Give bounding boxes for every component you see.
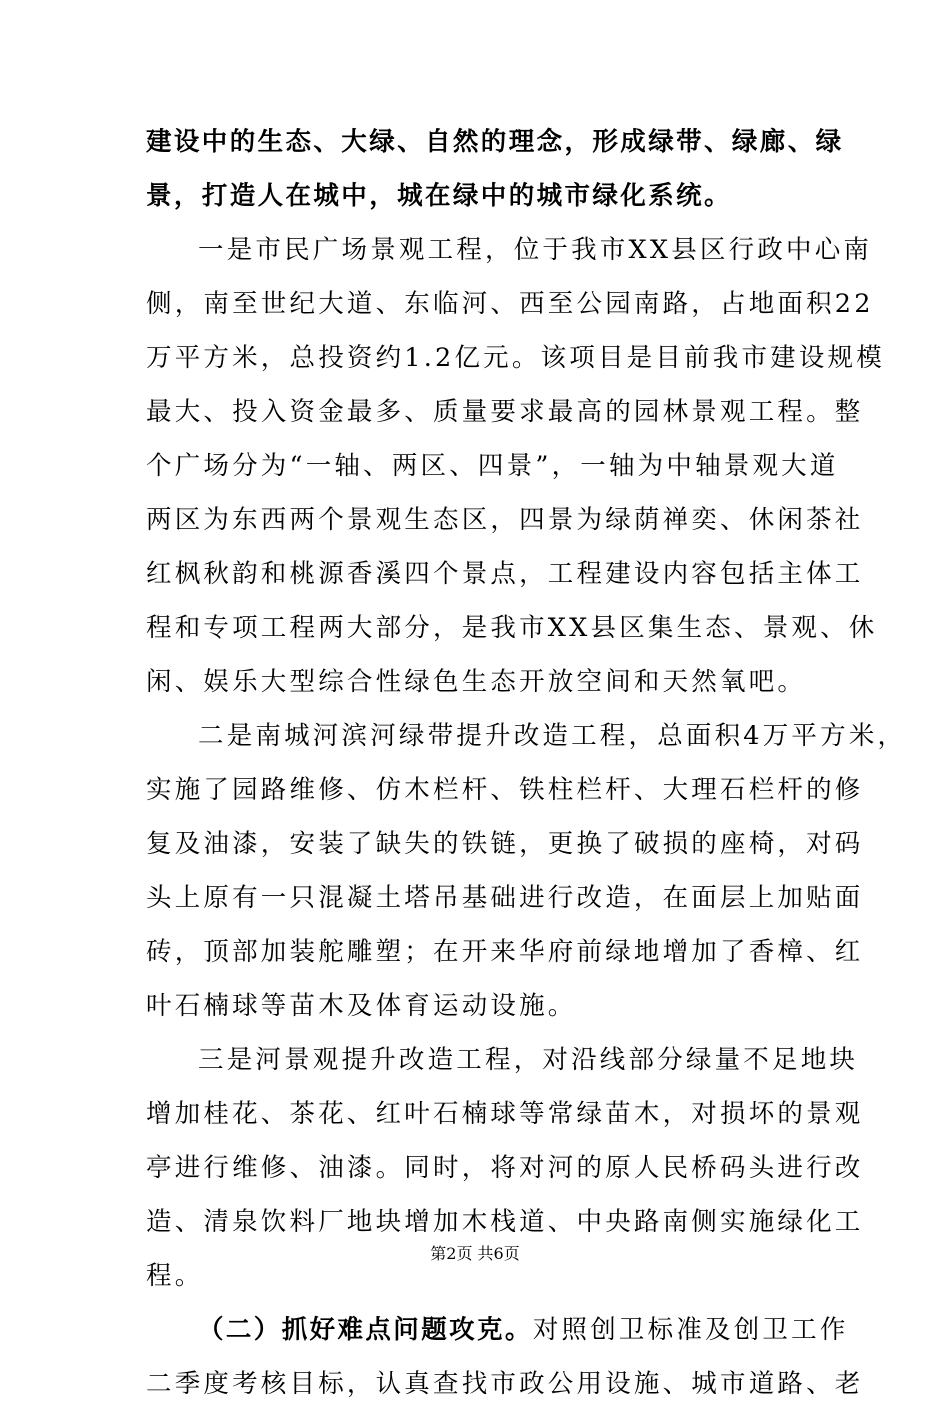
text-line: 闲、娱乐大型综合性绿色生态开放空间和天然氧吧。	[146, 667, 807, 697]
section-heading: （二）抓好难点问题攻克。	[198, 1315, 533, 1345]
text-line: 建设中的生态、大绿、自然的理念，形成绿带、绿廊、绿	[146, 127, 844, 157]
text-line: 头上原有一只混凝土塔吊基础进行改造，在面层上加贴面	[146, 883, 864, 913]
text-line: 砖，顶部加装舵雕塑；在开来华府前绿地增加了香樟、红	[146, 937, 864, 967]
text-line: 景，打造人在城中，城在绿中的城市绿化系统。	[146, 181, 732, 211]
text-line: 两区为东西两个景观生态区，四景为绿荫禅奕、休闲茶社	[146, 505, 864, 535]
paragraph-first-line: 二是南城河滨河绿带提升改造工程，总面积4万平方米，	[198, 721, 907, 751]
text-line: 二季度考核目标，认真查找市政公用设施、城市道路、老	[146, 1369, 864, 1399]
text-line: 红枫秋韵和桃源香溪四个景点，工程建设内容包括主体工	[146, 559, 864, 589]
text-line: 增加桂花、茶花、红叶石楠球等常绿苗木，对损坏的景观	[146, 1099, 864, 1129]
text-line: 程。	[146, 1261, 204, 1291]
text-line: 叶石楠球等苗木及体育运动设施。	[146, 991, 577, 1021]
text-line: 最大、投入资金最多、质量要求最高的园林景观工程。整	[146, 397, 864, 427]
text-line: 侧，南至世纪大道、东临河、西至公园南路，占地面积22	[146, 289, 874, 319]
document-body	[146, 124, 907, 1420]
text-line: 万平方米，总投资约1.2亿元。该项目是目前我市建设规模	[146, 343, 885, 373]
text-line: 复及油漆，安装了缺失的铁链，更换了破损的座椅，对码	[146, 829, 864, 859]
text-line: 实施了园路维修、仿木栏杆、铁柱栏杆、大理石栏杆的修	[146, 775, 864, 805]
text-line: 造、清泉饮料厂地块增加木栈道、中央路南侧实施绿化工	[146, 1207, 864, 1237]
paragraph-first-line: 三是河景观提升改造工程，对沿线部分绿量不足地块	[198, 1045, 859, 1075]
inline-text: 对照创卫标准及创卫工作	[532, 1315, 849, 1345]
paragraph-first-line	[146, 1312, 849, 1366]
text-line: 亭进行维修、油漆。同时，将对河的原人民桥码头进行改	[146, 1153, 864, 1183]
page-footer: 第2页 共6页	[430, 1244, 520, 1263]
text-line: 个广场分为“一轴、两区、四景”，一轴为中轴景观大道	[146, 451, 839, 481]
paragraph-first-line: 一是市民广场景观工程，位于我市XX县区行政中心南	[198, 235, 873, 265]
text-line: 程和专项工程两大部分，是我市XX县区集生态、景观、休	[146, 613, 878, 643]
